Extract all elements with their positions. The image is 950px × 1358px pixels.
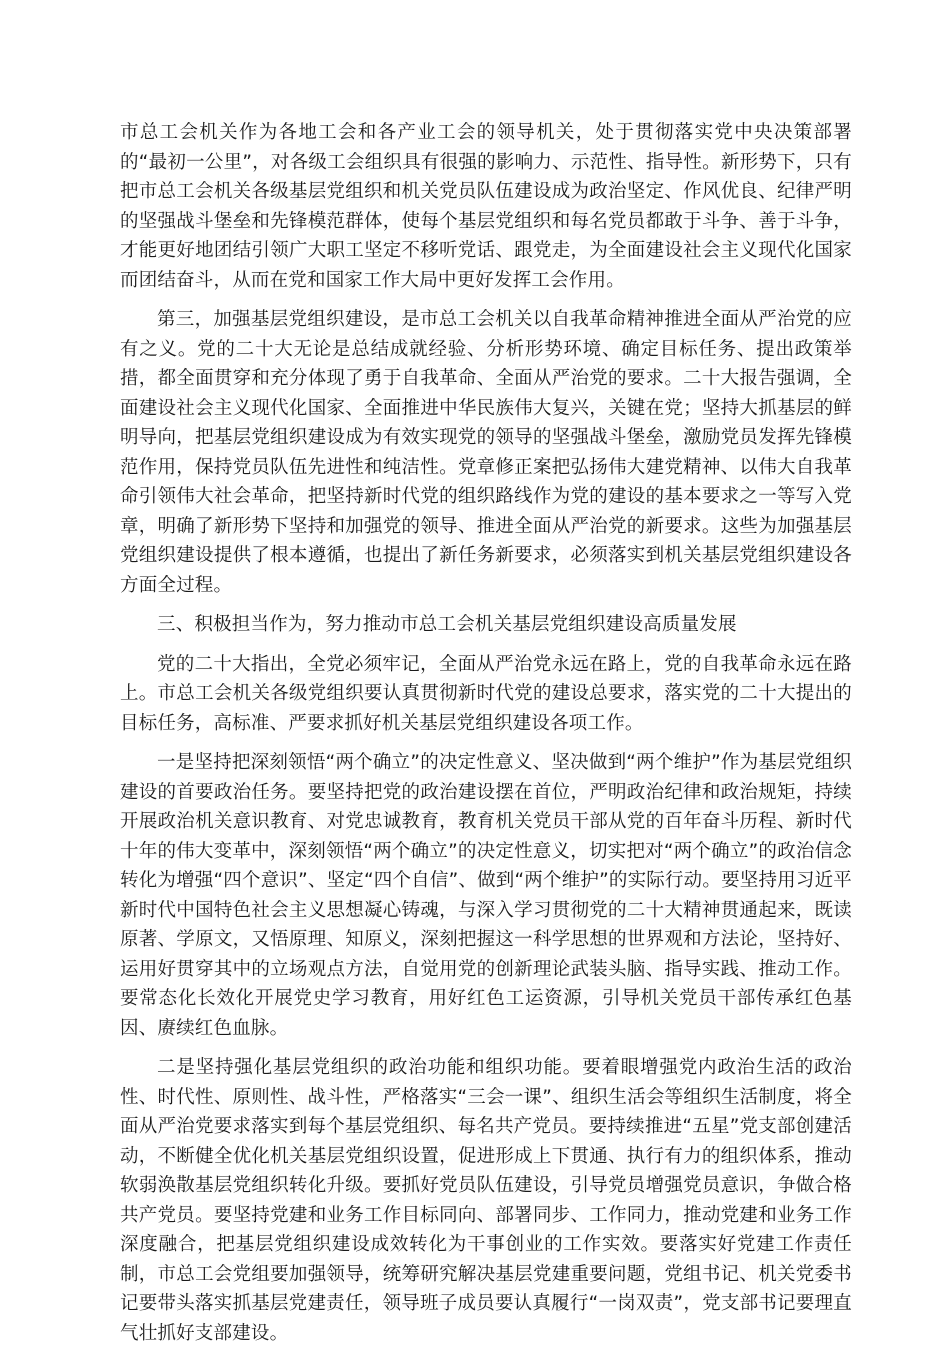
paragraph-section-intro: 党的二十大指出，全党必须牢记，全面从严治党永远在路上，党的自我革命永远在路上。市总工会机关各级党组织要认真贯彻新时代党的建设总要求，落实党的二十大提出的目标任务，高标准、严要求抓好机关基层党组织建设各项工作。 (120, 653, 852, 734)
section-heading-three: 三、积极担当作为，努力推动市总工会机关基层党组织建设高质量发展 (157, 614, 737, 635)
paragraph-point-two: 二是坚持强化基层党组织的政治功能和组织功能。要着眼增强党内政治生活的政治性、时代性、原则性、战斗性，严格落实“三会一课”、组织生活会等组织生活制度，将全面从严治党要求落实到每个基层党组织、每名共产党员。要持续推进“五星”党支部创建活动，不断健全优化机关基层党组织设置，促进形成上下贯通、执行有力的组织体系，推动软弱涣散基层党组织转化升级。要抓好党员队伍建设，引导党员增强党员意识，争做合格共产党员。要坚持党建和业务工作目标同向、部署同步、工作同力，推动党建和业务工作深度融合，把基层党组织建设成效转化为干事创业的工作实效。要落实好党建工作责任制，市总工会党组要加强领导，统筹研究解决基层党建重要问题，党组书记、机关党委书记要带头落实抓基层党建责任，领导班子成员要认真履行“一岗双责”，党支部书记要理直气壮抓好支部建设。 (120, 1057, 852, 1344)
paragraph-third-point: 第三，加强基层党组织建设，是市总工会机关以自我革命精神推进全面从严治党的应有之义。党的二十大无论是总结成就经验、分析形势环境、确定目标任务、提出政策举措，都全面贯穿和充分体现了勇于自我革命、全面从严治党的要求。二十大报告强调，全面建设社会主义现代化国家、全面推进中华民族伟大复兴，关键在党；坚持大抓基层的鲜明导向，把基层党组织建设成为有效实现党的领导的坚强战斗堡垒，激励党员发挥先锋模范作用，保持党员队伍先进性和纯洁性。党章修正案把弘扬伟大建党精神、以伟大自我革命引领伟大社会革命，把坚持新时代党的组织路线作为党的建设的基本要求之一等写入党章，明确了新形势下坚持和加强党的领导、推进全面从严治党的新要求。这些为加强基层党组织建设提供了根本遵循，也提出了新任务新要求，必须落实到机关基层党组织建设各方面全过程。 (120, 309, 852, 596)
paragraph-intro: 市总工会机关作为各地工会和各产业工会的领导机关，处于贯彻落实党中央决策部署的“最初一公里”，对各级工会组织具有很强的影响力、示范性、指导性。新形势下，只有把市总工会机关各级基层党组织和机关党员队伍建设成为政治坚定、作风优良、纪律严明的坚强战斗堡垒和先锋模范群体，使每个基层党组织和每名党员都敢于斗争、善于斗争，才能更好地团结引领广大职工坚定不移听党话、跟党走，为全面建设社会主义现代化国家而团结奋斗，从而在党和国家工作大局中更好发挥工会作用。 (120, 122, 852, 291)
document-page (120, 118, 852, 1358)
paragraph-point-one: 一是坚持把深刻领悟“两个确立”的决定性意义、坚决做到“两个维护”作为基层党组织建设的首要政治任务。要坚持把党的政治建设摆在首位，严明政治纪律和政治规矩，持续开展政治机关意识教育、对党忠诚教育，教育机关党员干部从党的百年奋斗历程、新时代十年的伟大变革中，深刻领悟“两个确立”的决定性意义，切实把对“两个确立”的政治信念转化为增强“四个意识”、坚定“四个自信”、做到“两个维护”的实际行动。要坚持用习近平新时代中国特色社会主义思想凝心铸魂，与深入学习贯彻党的二十大精神贯通起来，既读原著、学原文，又悟原理、知原义，深刻把握这一科学思想的世界观和方法论，坚持好、运用好贯穿其中的立场观点方法，自觉用党的创新理论武装头脑、指导实践、推动工作。要常态化长效化开展党史学习教育，用好红色工运资源，引导机关党员干部传承红色基因、赓续红色血脉。 (120, 752, 852, 1039)
